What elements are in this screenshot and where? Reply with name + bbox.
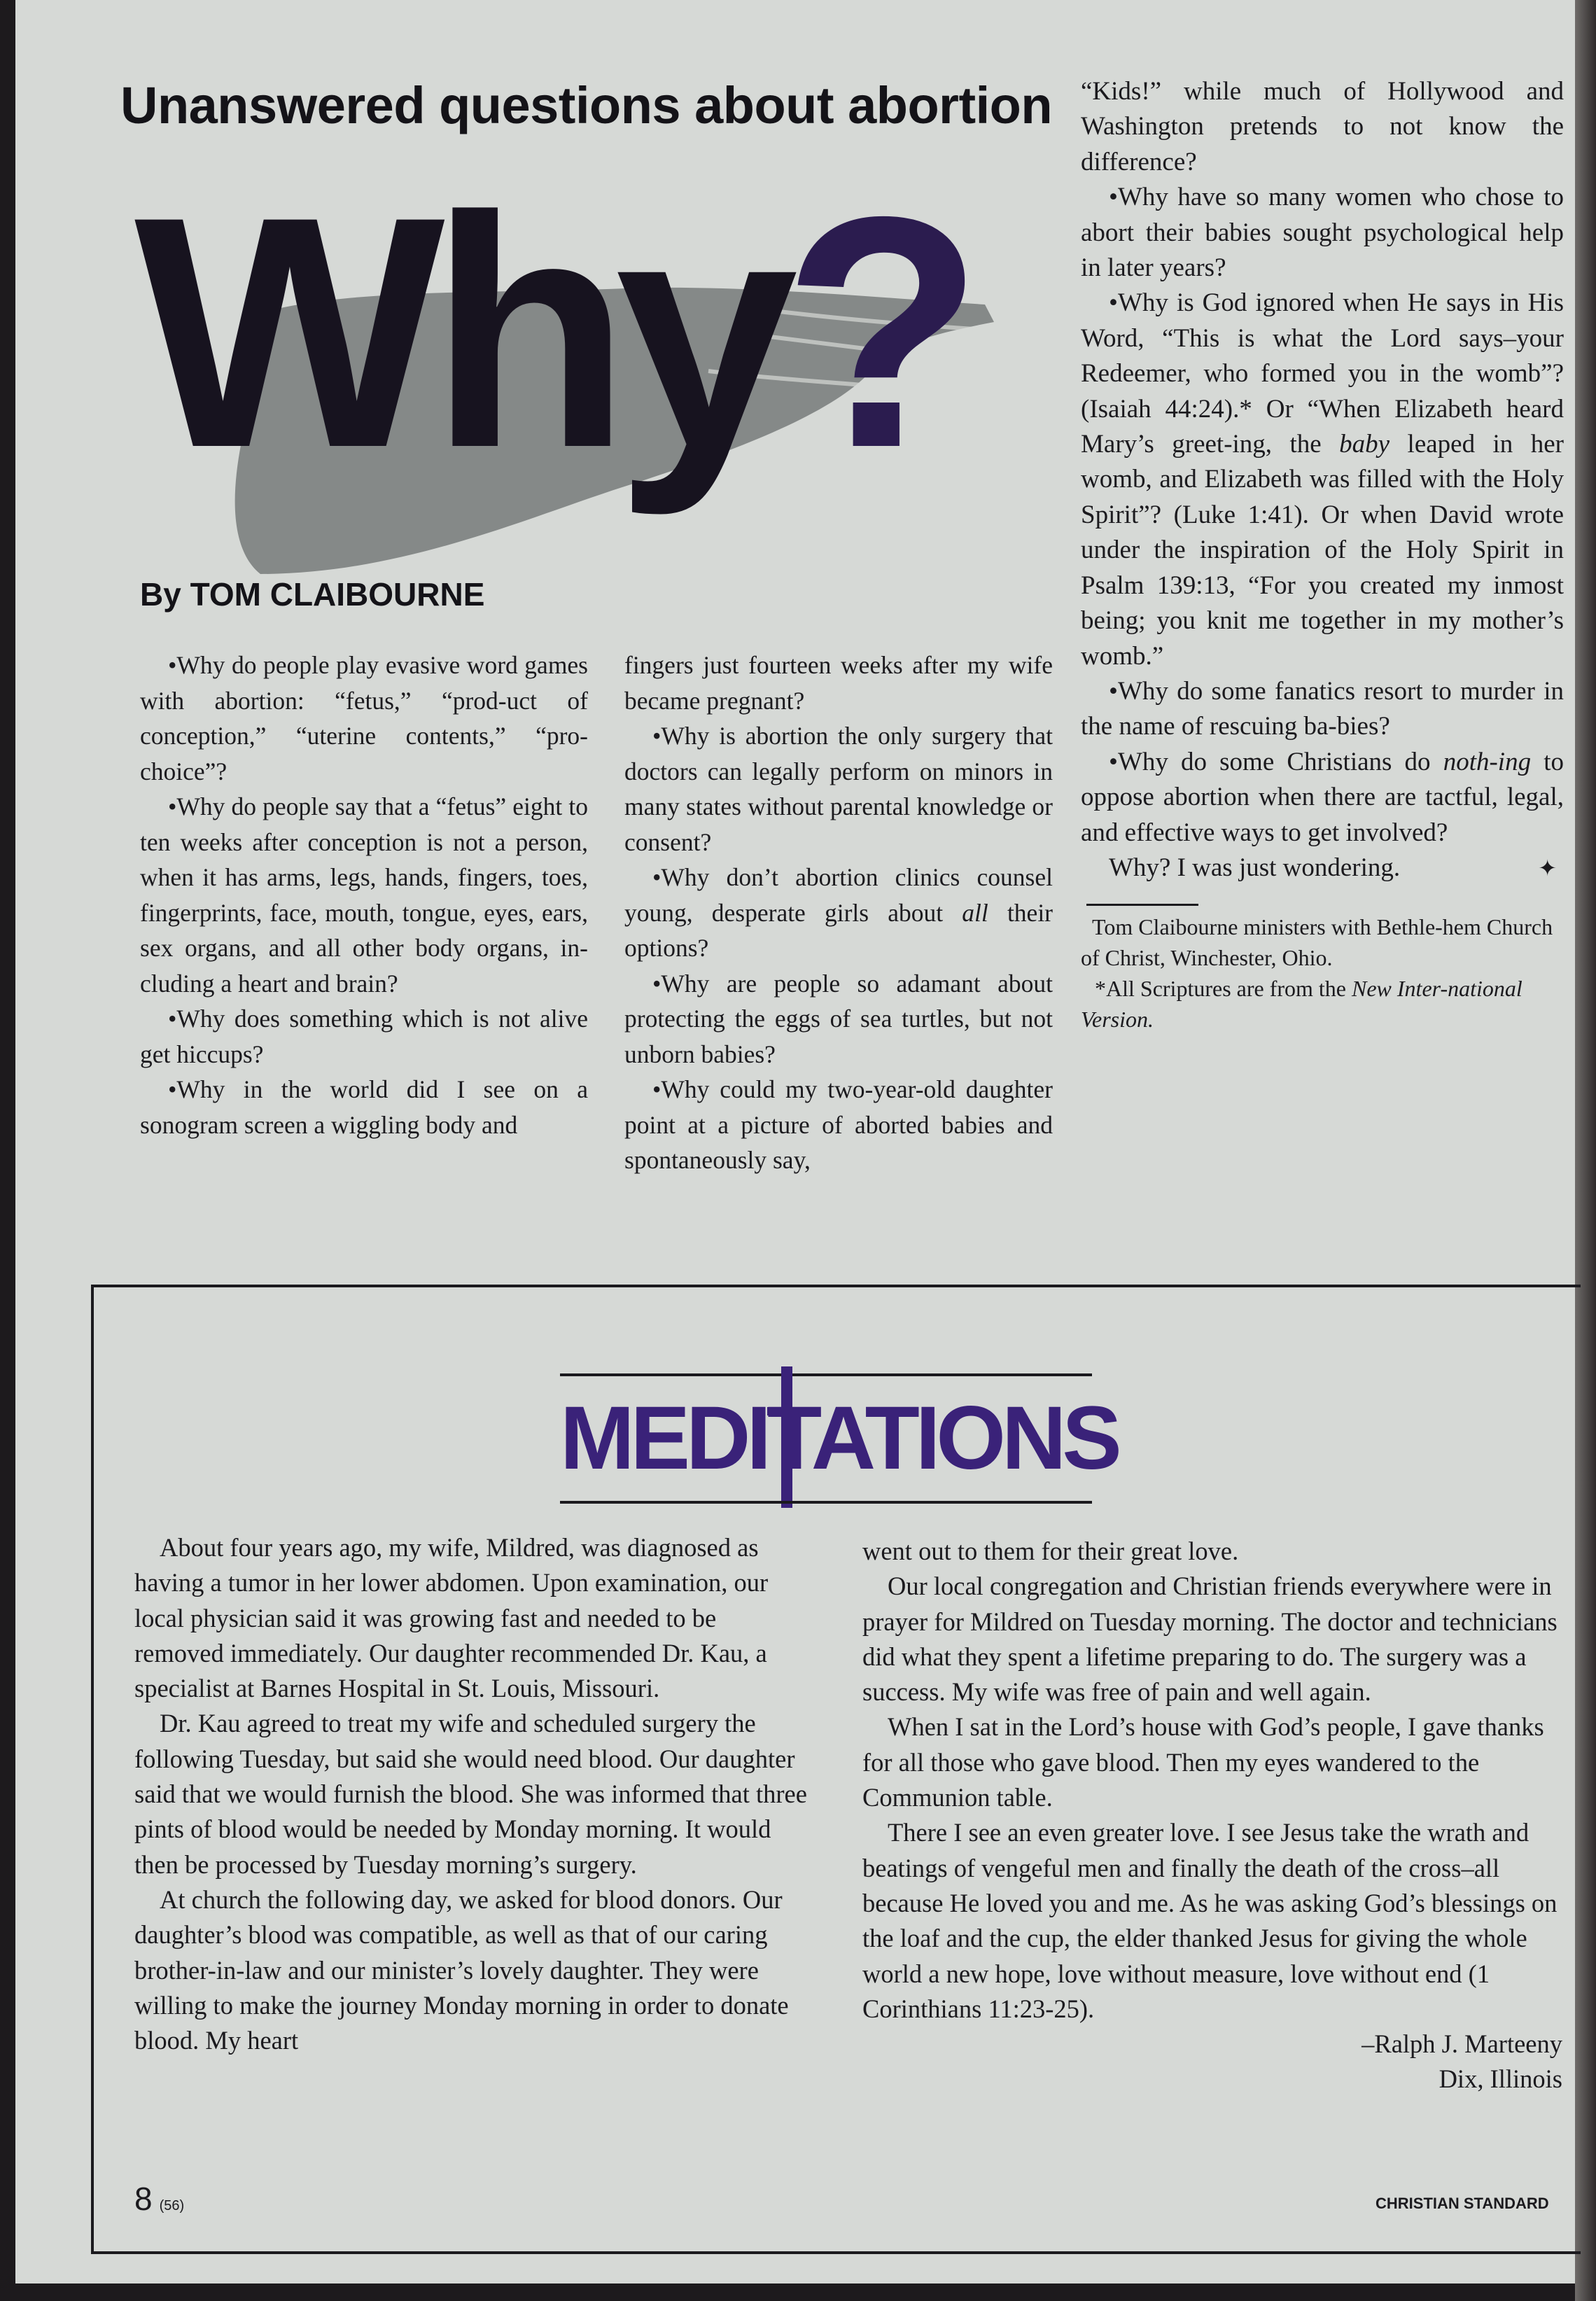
- text-run: •Why don’t abortion clinics counsel young, desperate girls about: [624, 863, 1053, 927]
- emphasis: New Inter-national Version.: [1081, 976, 1522, 1033]
- author-bio: [1081, 911, 1564, 1035]
- signature-place: Dix, Illinois: [1438, 2064, 1562, 2094]
- paragraph: [1081, 745, 1564, 851]
- paragraph: •Why is abortion the only surgery that doctors can legally perform on minors in many states without parental knowledge or consent?: [624, 722, 1053, 856]
- signature-name: –Ralph J. Marteeny: [1362, 2029, 1562, 2059]
- text-run: leaped in her womb, and Elizabeth was filled with the Holy Spirit”? (Luke 1:41). Or when David wrote under the inspiration of the Holy Spirit in Psalm 139:13, “For you created my inmost being; you knit me together in my mother’s womb.”: [1081, 430, 1564, 671]
- byline: By TOM CLAIBOURNE: [140, 576, 485, 613]
- text-run: •Why is God ignored when He says in His Word, “This is what the Lord says–your Redeemer, who formed you in the womb”? (Isaiah 44:24).* Or “When Elizabeth heard Mary’s greet-ing, the: [1081, 288, 1564, 459]
- paragraph: “Kids!” while much of Hollywood and Washington pretends to not know the difference?: [1081, 77, 1564, 176]
- paragraph: went out to them for their great love.: [862, 1537, 1239, 1565]
- article-headline: Unanswered questions about abortion: [120, 76, 1053, 134]
- why-title-art: [134, 148, 1037, 574]
- page-number-main: 8: [134, 2181, 153, 2217]
- meditations-logo: [560, 1373, 1118, 1506]
- article-column-3: [1081, 74, 1564, 1035]
- why-title: [134, 148, 969, 516]
- emphasis: baby: [1339, 430, 1390, 459]
- bio-text: Tom Claibourne ministers with Bethle-hem Church of Christ, Winchester, Ohio.: [1081, 914, 1553, 971]
- bio-divider: [1086, 904, 1198, 906]
- paragraph: •Why do people play evasive word games with abortion: “fetus,” “prod-uct of conception,” “uterine contents,” “pro-choice”?: [140, 651, 588, 785]
- closing-text: Why? I was just wondering.: [1109, 853, 1401, 882]
- closing-line: [1081, 851, 1564, 886]
- article-column-1: [140, 648, 588, 1142]
- paragraph: •Why do some fanatics resort to murder in the name of rescuing ba-bies?: [1081, 676, 1564, 741]
- paragraph: When I sat in the Lord’s house with God’s people, I gave thanks for all those who gave blood. Then my eyes wandered to the Communion table.: [862, 1712, 1544, 1812]
- meditations-column-2: [862, 1534, 1562, 2097]
- paragraph: fingers just fourteen weeks after my wife became pregnant?: [624, 651, 1053, 715]
- paragraph: [1081, 286, 1564, 673]
- text-run: *All Scriptures are from the: [1095, 976, 1352, 1002]
- text-run: their options?: [624, 898, 1053, 962]
- meditations-column-1: [134, 1530, 810, 2058]
- paragraph: Dr. Kau agreed to treat my wife and scheduled surgery the following Tuesday, but said she would need blood. Our daughter said that we would furnish the blood. She was informed that three pints of blood would be needed by Monday morning. It would then be processed by Tuesday morning’s surgery.: [134, 1709, 807, 1879]
- scripture-note: [1081, 973, 1564, 1035]
- paragraph: There I see an even greater love. I see Jesus take the wrath and beatings of vengeful men and finally the death of the cross–all because He loved you and me. As he was asking God’s blessings on the loaf and the cup, the elder thanked Jesus for giving the whole world a new hope, love without measure, love without end (1 Corinthians 11:23-25).: [862, 1818, 1558, 2023]
- meditations-title: MEDITATIONS: [560, 1388, 1118, 1488]
- paragraph: Our local congregation and Christian friends everywhere were in prayer for Mildred on Tuesday morning. The doctor and technicians did what they spent a lifetime preparing to do. The surgery was a success. My wife was free of pain and well again.: [862, 1572, 1558, 1707]
- paragraph: •Why are people so adamant about protecting the eggs of sea turtles, but not unborn babies?: [624, 969, 1053, 1068]
- paragraph: •Why could my two-year-old daughter point at a picture of aborted babies and spontaneously say,: [624, 1075, 1053, 1174]
- emphasis: all: [962, 898, 988, 927]
- paragraph: About four years ago, my wife, Mildred, was diagnosed as having a tumor in her lower abdomen. Upon examination, our local physician said it was growing fast and needed to be removed immediately. Our daughter recommended Dr. Kau, a specialist at Barnes Hospital in St. Louis, Missouri.: [134, 1533, 769, 1703]
- page-number-alt: (56): [159, 2198, 185, 2213]
- paragraph: [624, 860, 1053, 966]
- text-run: •Why do some Christians do: [1109, 747, 1443, 776]
- paragraph: •Why does something which is not alive get hiccups?: [140, 1005, 588, 1068]
- article-column-2: [624, 648, 1053, 1178]
- why-title-word: Why: [134, 148, 783, 516]
- end-of-story-icon: ✦: [1538, 854, 1557, 881]
- emphasis: noth-ing: [1443, 747, 1532, 776]
- paragraph: •Why have so many women who chose to abort their babies sought psychological help in later years?: [1081, 183, 1564, 283]
- paragraph: •Why in the world did I see on a sonogram screen a wiggling body and: [140, 1075, 588, 1139]
- text-run: to oppose abortion when there are tactful, legal, and effective ways to get involved?: [1081, 747, 1564, 847]
- why-question-mark: ?: [783, 148, 969, 516]
- magazine-name: CHRISTIAN STANDARD: [1376, 2195, 1549, 2212]
- paragraph: •Why do people say that a “fetus” eight to ten weeks after conception is not a person, when it has arms, legs, hands, fingers, toes, fingerprints, face, mouth, tongue, eyes, ears, sex organs, and all other body organs, in-cluding a heart and brain?: [140, 792, 588, 998]
- signature: [862, 2027, 1562, 2097]
- page-number: [134, 2180, 184, 2218]
- paragraph: At church the following day, we asked for blood donors. Our daughter’s blood was compatible, as well as that of our caring brother-in-law and our minister’s lovely daughter. They were willing to make the journey Monday morning in order to donate blood. My heart: [134, 1884, 789, 2055]
- logo-rule-bottom: [560, 1501, 1092, 1504]
- logo-rule-top: [560, 1373, 1092, 1376]
